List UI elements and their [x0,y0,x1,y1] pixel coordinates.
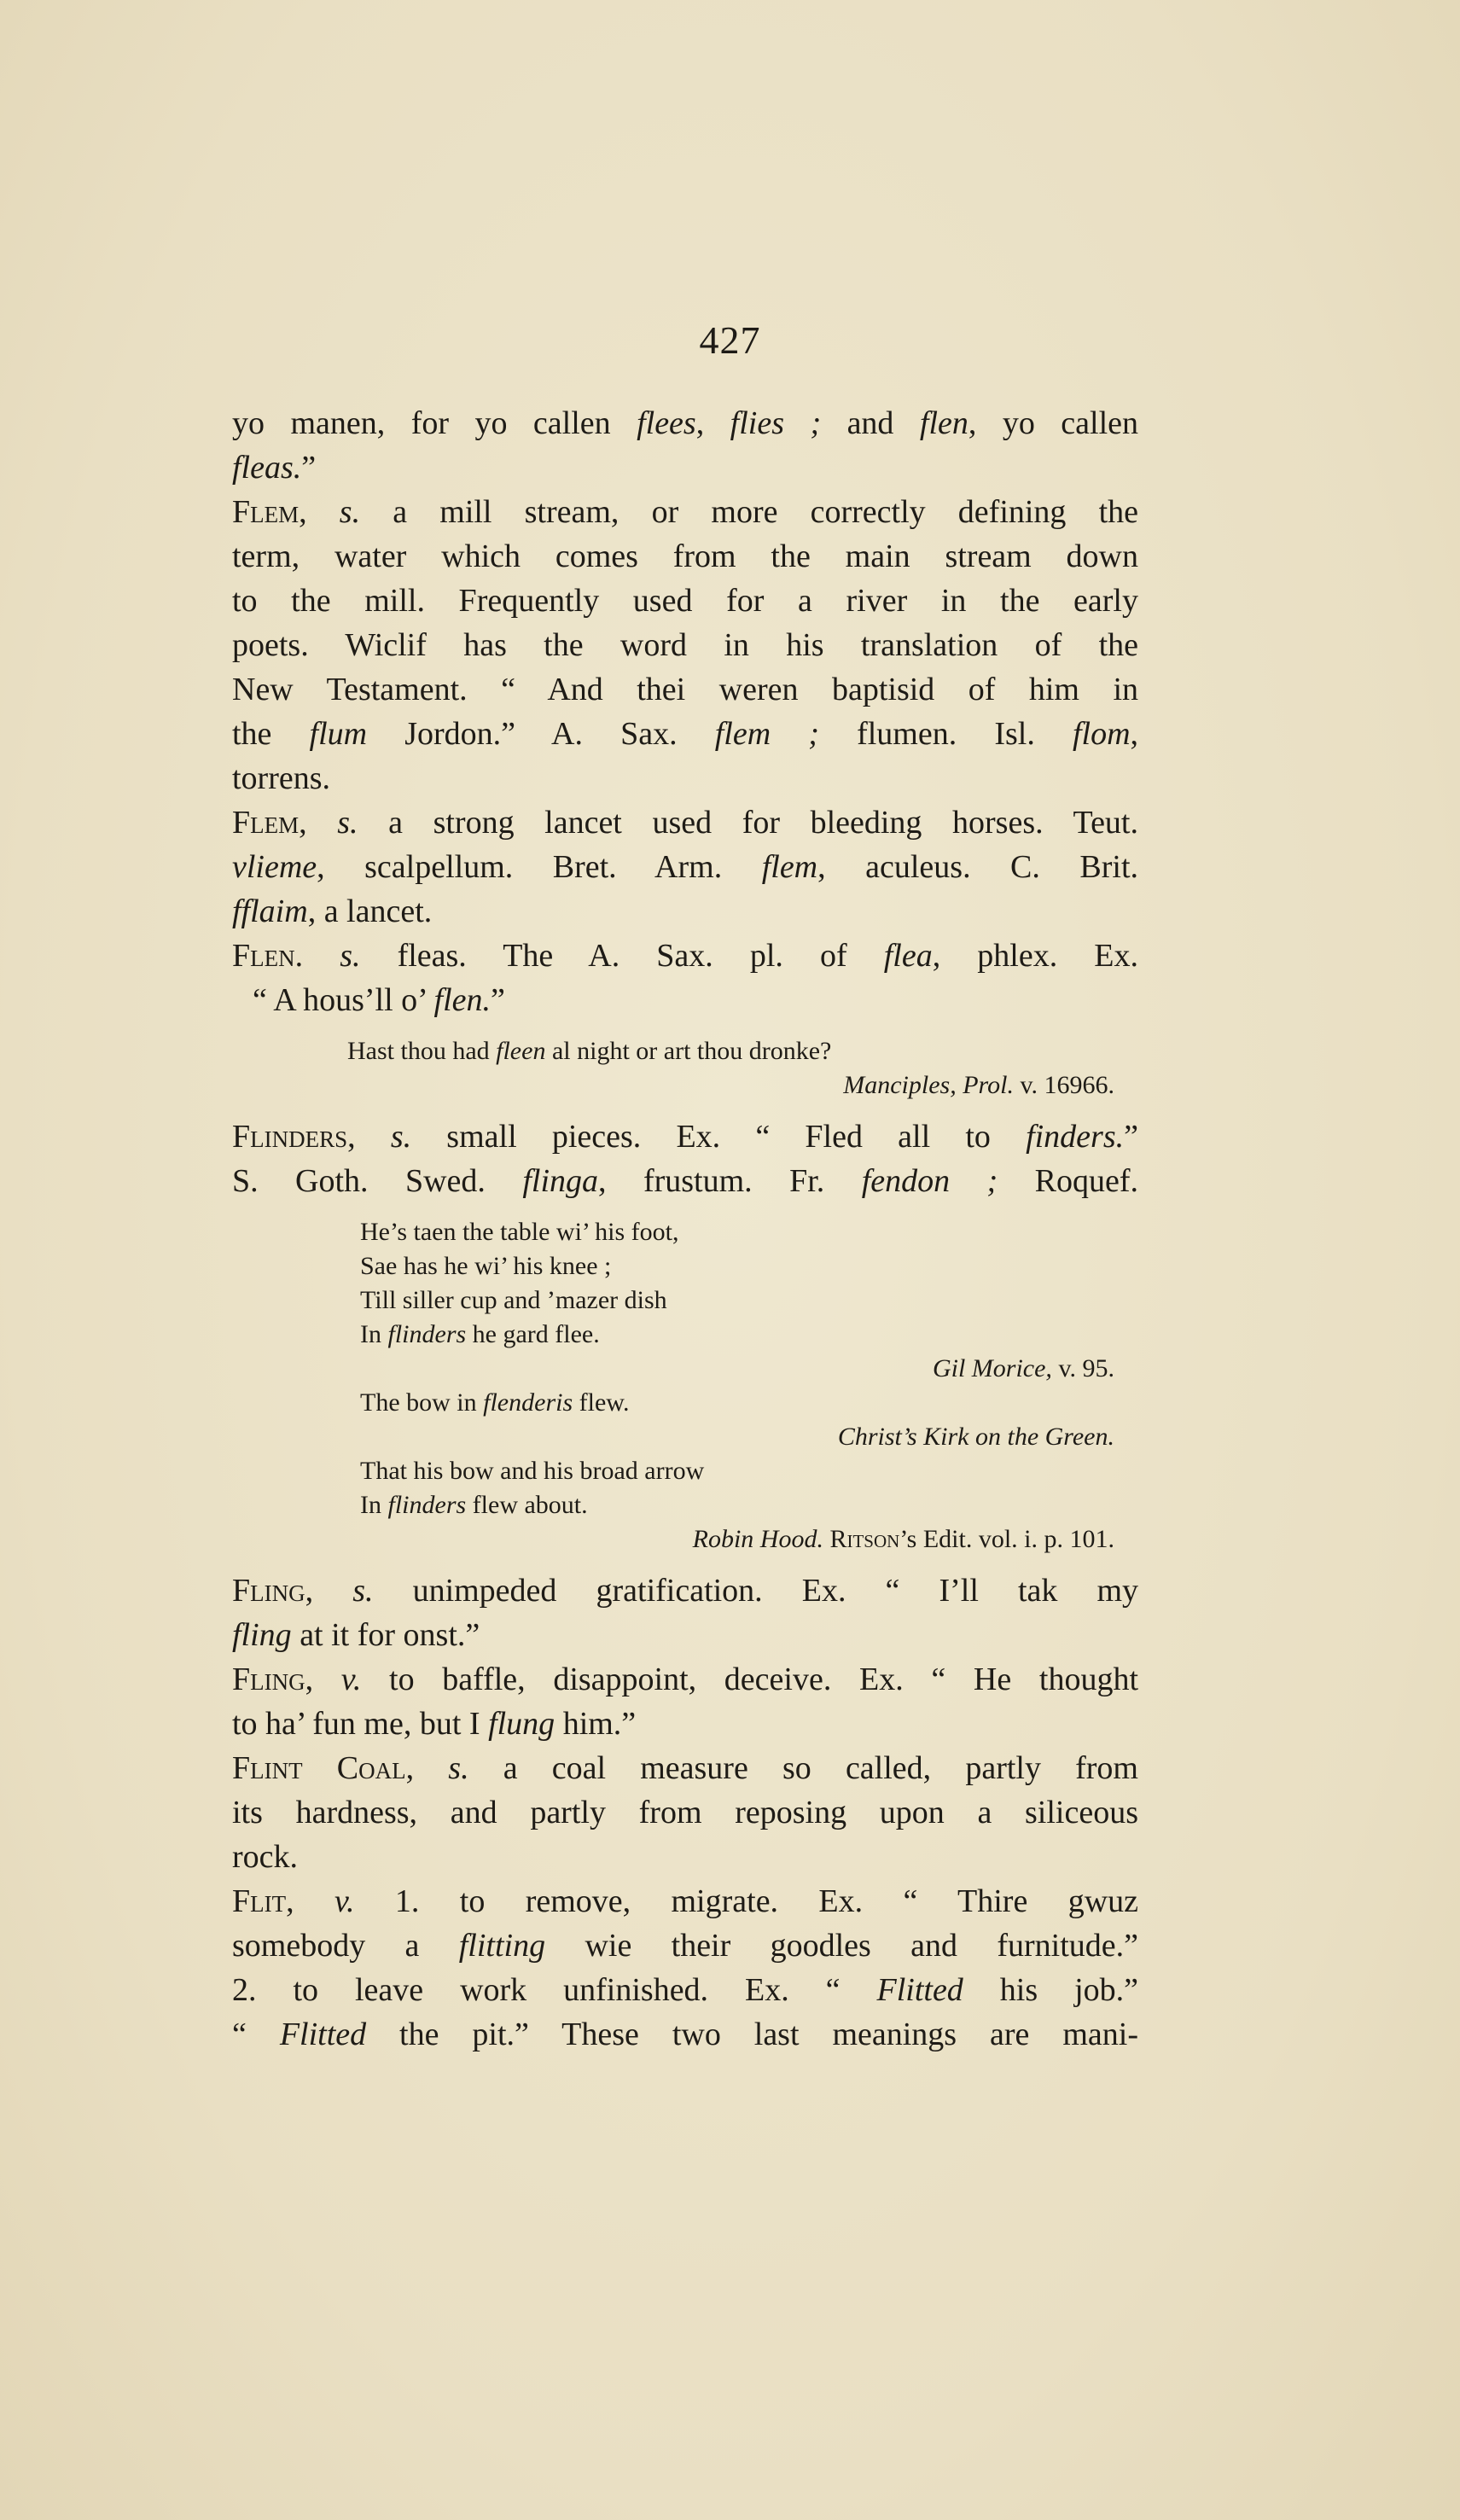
text-segment: Hast thou had [347,1037,497,1065]
text-line [232,712,1138,756]
text-segment: , a lancet. [307,893,433,929]
italic-term: Christ’s Kirk on the Green. [837,1423,1114,1451]
text-segment: . [294,938,340,974]
text-line [232,1115,1138,1159]
italic-term: vlieme [232,849,317,885]
text-segment: He’s taen the table wi’ his foot, [360,1218,679,1246]
italic-term: flen [919,405,968,441]
text-line [232,1923,1138,1968]
text-segment: its hardness, and partly from reposing upon a siliceous [232,1795,1138,1830]
text-line [232,1746,1138,1790]
text-segment: , [305,1662,341,1697]
text-segment: Jordon.” A. Sax. [367,716,715,752]
text-segment: , phlex. Ex. [932,938,1138,974]
italic-term: s. [390,1119,412,1155]
text-segment: al night or art thou dronke? [545,1037,832,1065]
text-line [232,1568,1138,1613]
text-segment: small pieces. Ex. “ Fled all to [411,1119,1027,1155]
text-line [232,756,1138,800]
italic-term: flom [1072,716,1131,752]
text-segment: term, water which comes from the main stream down [232,538,1138,574]
headword: Flem [232,494,300,530]
text-line [232,1159,1138,1203]
text-segment: ’s Edit. vol. i. p. 101. [899,1525,1114,1553]
quotation-line [232,1249,1138,1283]
text-segment: and [821,405,920,441]
text-line [232,1702,1138,1746]
quotation-line [232,1454,1138,1488]
text-segment: , [305,1573,353,1609]
quotation-line [232,1283,1138,1318]
text-segment: New Testament. “ And thei weren baptisid of him in [232,672,1138,707]
italic-term: s. [448,1750,469,1786]
text-segment: , [299,805,338,841]
italic-term: s. [340,938,361,974]
text-segment: flew about. [466,1491,588,1519]
italic-term: flen. [433,982,491,1018]
italic-term: fendon ; [861,1163,998,1199]
text-line [232,534,1138,579]
italic-term: s. [339,494,361,530]
text-segment: , aculeus. C. Brit. [817,849,1138,885]
text-segment: a mill stream, or more correctly defining the [360,494,1138,530]
text-line [232,2012,1138,2057]
quotation-line [232,1215,1138,1249]
text-segment: a coal measure so called, partly from [468,1750,1138,1786]
text-segment: flumen. Isl. [818,716,1073,752]
text-segment: ” [301,450,317,486]
text-segment: to ha’ fun me, but I [232,1706,489,1742]
italic-term: Flitted [876,1972,963,2008]
block-spacer [232,1557,1138,1568]
text-segment: to the mill. Frequently used for a river in the early [232,583,1138,619]
headword: Flen [232,938,295,974]
text-segment: the [232,716,310,752]
italic-term: Gil Morice, [932,1354,1052,1382]
headword: Flem [232,805,300,841]
quotation-line [232,1522,1138,1557]
text-segment: rock. [232,1839,299,1875]
block-spacer [232,1103,1138,1115]
italic-term: Robin Hood. [692,1525,823,1553]
text-line [232,1657,1138,1702]
italic-term: flitting [458,1928,546,1964]
italic-term: Manciples, Prol. [843,1071,1014,1099]
text-segment: a strong lancet used for bleeding horses. Teut. [358,805,1138,841]
italic-term: flinga [522,1163,599,1199]
text-segment: “ [232,2017,280,2052]
text-segment: Roquef. [998,1163,1138,1199]
text-line [232,800,1138,845]
text-line [232,1613,1138,1657]
headword: Ritson [829,1525,900,1553]
text-line [232,1835,1138,1879]
headword: Fling [232,1662,305,1697]
text-segment: , scalpellum. Bret. Arm. [317,849,762,885]
text-line [232,401,1138,445]
text-segment: Till siller cup and ’mazer dish [360,1286,667,1314]
text-segment: unimpeded gratification. Ex. “ I’ll tak my [373,1573,1138,1609]
italic-term: v. [340,1662,362,1697]
italic-term: fleas. [232,450,302,486]
italic-term: fling [232,1617,292,1653]
quotation-line [232,1068,1138,1103]
text-segment: 2. to leave work unfinished. Ex. “ [232,1972,877,2008]
text-segment: fleas. The A. Sax. pl. of [360,938,884,974]
text-segment: yo manen, for yo callen [232,405,637,441]
text-segment: wie their goodles and furnitude.” [545,1928,1138,1964]
text-segment: torrens. [232,760,331,796]
text-segment: That his bow and his broad arrow [360,1457,705,1485]
text-segment: , [405,1750,449,1786]
text-line [232,445,1138,490]
italic-term: flinders [387,1491,467,1519]
italic-term: flies ; [730,405,822,441]
text-segment: him.” [555,1706,637,1742]
text-segment: his job.” [963,1972,1138,2008]
italic-term: fflaim [232,893,308,929]
block-spacer [232,1022,1138,1034]
quotation-line [232,1488,1138,1522]
text-segment: flew. [573,1388,630,1417]
italic-term: v. [334,1883,355,1919]
text-segment: In [360,1320,388,1348]
text-segment: v. 95. [1051,1354,1114,1382]
text-line [232,623,1138,667]
text-segment: to baffle, disappoint, deceive. Ex. “ He thought [361,1662,1138,1697]
headword: Fling [232,1573,305,1609]
text-segment: v. 16966. [1013,1071,1114,1099]
text-segment: S. Goth. Swed. [232,1163,523,1199]
text-line [232,1879,1138,1923]
quotation-line [232,1034,1138,1068]
text-line [232,1790,1138,1835]
italic-term: flem [761,849,818,885]
italic-term: flum [309,716,368,752]
italic-term: flenderis [483,1388,573,1417]
text-line [232,934,1138,978]
italic-term: flinders [387,1320,467,1348]
italic-term: fleen [496,1037,546,1065]
text-segment: somebody a [232,1928,459,1964]
text-segment: , frustum. Fr. [598,1163,862,1199]
text-segment: ” [1124,1119,1138,1155]
text-segment: he gard flee. [466,1320,600,1348]
italic-term: flees [637,405,696,441]
quotation-line [232,1318,1138,1352]
text-line [232,490,1138,534]
quotation-line [232,1420,1138,1454]
text-line [232,667,1138,712]
italic-term: Flitted [279,2017,367,2052]
text-segment: The bow in [360,1388,484,1417]
text-segment: at it for onst.” [291,1617,480,1653]
text-segment: , [299,494,340,530]
text-segment: Sae has he wi’ his knee ; [360,1252,612,1280]
italic-term: s. [337,805,358,841]
text-segment: “ A hous’ll o’ [253,982,434,1018]
text-segment: In [360,1491,388,1519]
text-segment: 1. to remove, migrate. Ex. “ Thire gwuz [354,1883,1138,1919]
text-segment: , [695,405,730,441]
italic-term: flea [883,938,933,974]
text-column [232,401,1138,2057]
headword: Flinders [232,1119,348,1155]
text-segment: , [1130,716,1138,752]
italic-term: finders. [1026,1119,1125,1155]
text-segment: , [286,1883,334,1919]
page-number: 427 [699,318,761,362]
text-line [232,889,1138,934]
text-segment: , yo callen [968,405,1138,441]
text-segment: the pit.” These two last meanings are mani- [366,2017,1138,2052]
quotation-line [232,1352,1138,1386]
headword: Flint Coal [232,1750,406,1786]
text-line [232,845,1138,889]
headword: Flit [232,1883,287,1919]
text-segment: poets. Wiclif has the word in his translation of the [232,627,1138,663]
text-line [232,579,1138,623]
quotation-line [232,1386,1138,1420]
text-segment: , [347,1119,391,1155]
text-line [232,978,1138,1022]
text-segment: ” [491,982,505,1018]
italic-term: s. [352,1573,374,1609]
italic-term: flem ; [714,716,819,752]
italic-term: flung [488,1706,555,1742]
block-spacer [232,1203,1138,1215]
text-line [232,1968,1138,2012]
